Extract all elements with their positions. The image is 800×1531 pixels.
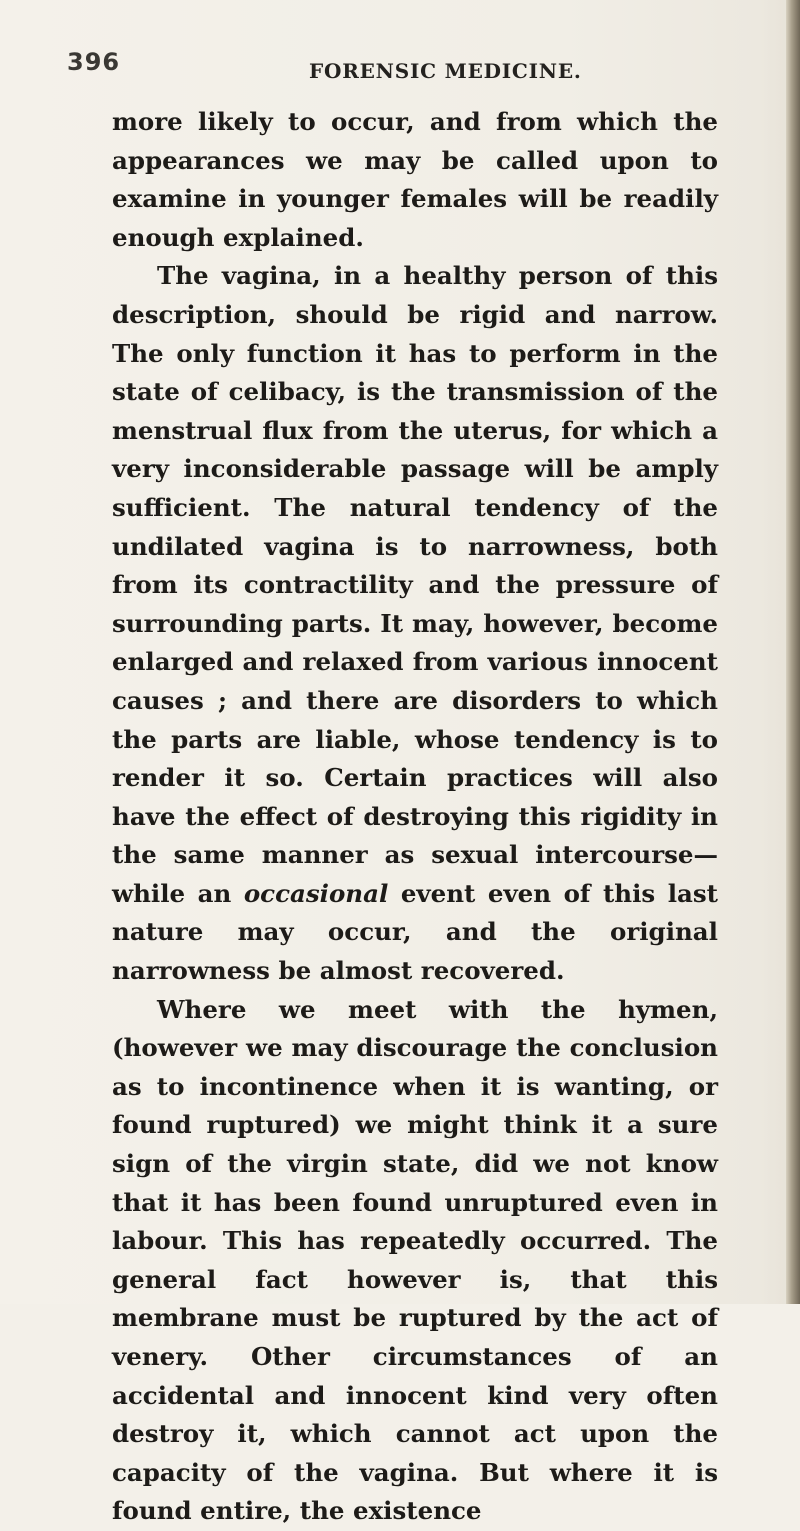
paragraph-2-text: The vagina, in a healthy person of this description, should be rigid and narrow. The only function it has to perform in the state of celibacy, is the transmission of the menstrual flux from the uterus, for which a very inconsiderable passage will be amply sufficient. The natural tendency of the undilated vagina is to narrowness, both from its contractility and the pressure of surrounding parts. It may, however, become enlarged and relaxed from various innocent causes ; and there are disorders to which the parts are liable, whose tendency is to render it so. Certain practices will also have the effect of destroying this rigidity in the same manner as sexual intercourse—while an [112, 261, 718, 908]
page-number: 396 [67, 48, 121, 76]
page-header [67, 48, 757, 88]
paragraph-2-emphasis: occasional [243, 878, 389, 908]
paragraph-2-text-after: event even of this last nature may occur, and the original narrowness be almost recovered. [112, 878, 718, 986]
running-head: FORENSIC MEDICINE. [309, 59, 582, 83]
body-text [112, 103, 718, 1531]
paragraph-2 [112, 257, 718, 990]
paragraph-1: more likely to occur, and from which the appearances we may be called upon to examine in younger females will be readily enough explained. [112, 107, 718, 252]
page-edge-shadow [786, 0, 800, 1304]
paragraph-3: Where we meet with the hymen, (however we may discourage the conclusion as to incontinence when it is wanting, or found ruptured) we might think it a sure sign of the virgin state, did we not know that it has been found unruptured even in labour. This has repeatedly occurred. The general fact however is, that this membrane must be ruptured by the act of venery. Other circumstances of an accidental and innocent kind very often destroy it, which cannot act upon the capacity of the vagina. But where it is found entire, the existence [112, 994, 718, 1526]
